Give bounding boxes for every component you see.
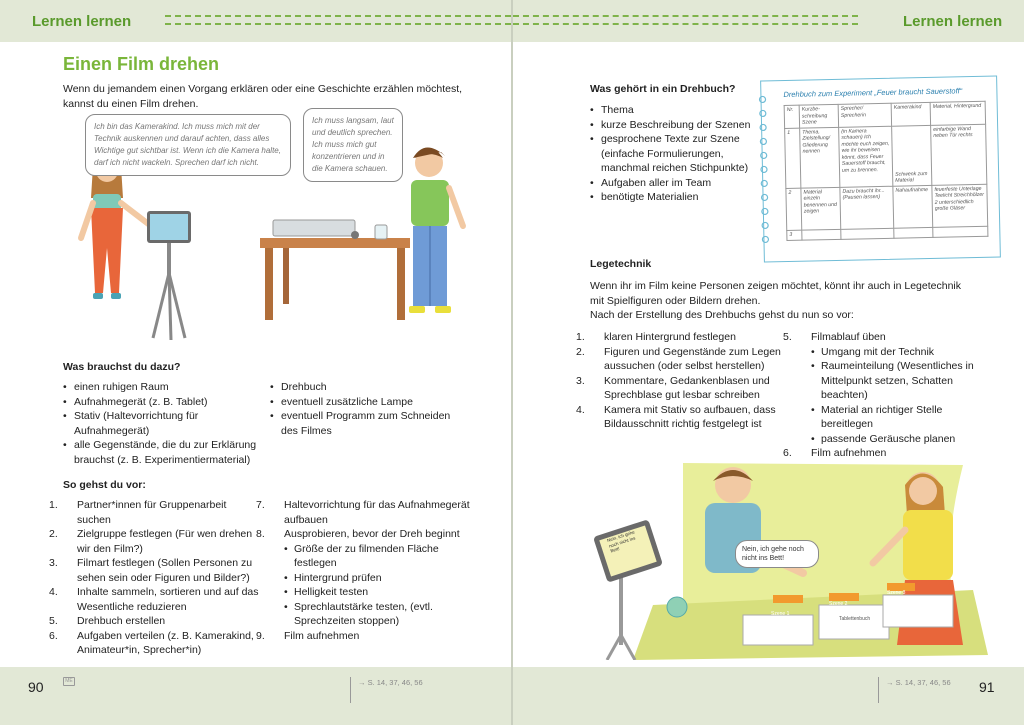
intro-line: Wenn du jemandem einen Vorgang erklären oder eine Geschichte erzählen möchtest, bbox=[63, 83, 463, 95]
ref-divider bbox=[878, 677, 879, 703]
tray bbox=[273, 220, 355, 236]
section-label: Lernen lernen bbox=[903, 13, 1003, 30]
script-sheet bbox=[760, 76, 1001, 263]
table-cell: Nr. bbox=[784, 105, 799, 128]
speech-bubble-boy: Nein, ich gehe noch nicht ins Bett! bbox=[735, 540, 819, 568]
intro-line: kannst du einen Film drehen. bbox=[63, 97, 199, 110]
girl-overalls bbox=[91, 208, 123, 293]
sub-item: • Umgang mit der Technik bbox=[811, 345, 997, 360]
list-item: 2. Zielgruppe festlegen (Für wen drehen wir den Film?) bbox=[49, 528, 253, 555]
sub-item: • Größe der zu filmenden Fläche festlegen bbox=[284, 542, 470, 571]
list-item: 1. klaren Hintergrund festlegen bbox=[576, 331, 736, 343]
decorative-dashes bbox=[165, 23, 511, 28]
table bbox=[260, 238, 410, 248]
script-table bbox=[784, 101, 989, 241]
script-heading: Was gehört in ein Drehbuch? bbox=[590, 83, 736, 95]
sub-item: • Helligkeit testen bbox=[284, 585, 470, 600]
table-cell: 1 bbox=[785, 128, 801, 188]
scene-label: Szene 1 bbox=[771, 611, 790, 617]
table-cell: Sprecher/ Sprecherin bbox=[838, 103, 891, 127]
list-item: 7. Haltevorrichtung für das Aufnahmegerät aufbauen bbox=[256, 499, 470, 526]
list-item: • Thema bbox=[590, 103, 760, 118]
table-cell: 2 bbox=[786, 188, 802, 230]
ref-divider bbox=[350, 677, 351, 703]
list-item: 1. Partner*innen für Gruppenarbeit suchen bbox=[49, 499, 227, 526]
script-list bbox=[590, 103, 760, 205]
list-item: • eventuell Programm zum Schneiden des Filmes bbox=[270, 409, 470, 438]
decorative-dashes bbox=[165, 15, 511, 20]
me-badge: ME bbox=[63, 677, 75, 686]
steps-list-2 bbox=[256, 498, 470, 643]
list-item: • einen ruhigen Raum bbox=[63, 380, 259, 395]
table-cell: Material einzeln benennen und zeigen bbox=[801, 187, 841, 230]
decorative-dashes bbox=[513, 15, 858, 20]
table-cell: Kamerakind bbox=[891, 102, 930, 125]
needs-list-2 bbox=[270, 380, 470, 438]
list-item: • Stativ (Haltevorrichtung für Aufnahmegerät) bbox=[63, 409, 259, 438]
ball bbox=[667, 597, 687, 617]
needs-list-1 bbox=[63, 380, 259, 467]
list-item: • eventuell zusätzliche Lampe bbox=[270, 395, 470, 410]
sub-item: • Hintergrund prüfen bbox=[284, 571, 470, 586]
decorative-dashes bbox=[513, 23, 858, 28]
steps-list-1 bbox=[49, 498, 263, 658]
list-item: 3. Kommentare, Gedankenblasen und Sprechblase gut lesbar schreiben bbox=[576, 374, 770, 401]
list-item: • benötigte Materialien bbox=[590, 190, 760, 205]
table-cell: 3 bbox=[787, 230, 802, 240]
sub-item: • passende Geräusche planen bbox=[811, 432, 997, 447]
intro-text bbox=[63, 82, 483, 111]
tablet-screen-text: Nein, ich gehe noch nicht ins Bett! bbox=[606, 529, 636, 554]
table-cell: Thema, Zielstellung/ Gliederung nennen bbox=[800, 127, 840, 188]
boy-shirt bbox=[411, 180, 449, 226]
list-item: 9. Film aufnehmen bbox=[256, 629, 360, 642]
table-cell bbox=[802, 229, 841, 240]
table-cell bbox=[933, 226, 988, 237]
list-item: • Aufgaben aller im Team bbox=[590, 176, 760, 191]
list-item: 8. Ausprobieren, bevor der Dreh beginnt bbox=[256, 528, 460, 540]
table-cell: Material, Hintergrund bbox=[930, 101, 985, 125]
table-row bbox=[786, 184, 988, 230]
speech-bubble-girl: Ich bin das Kamerakind. Ich muss mich mit der Technik auskennen und darauf achten, dass alles Wichtige gut sichtbar ist. Wenn ich die Kamera halte, darf ich nicht wackeln. Sprechen darf ich nicht. bbox=[85, 114, 291, 176]
list-item: 5. Filmablauf üben bbox=[783, 331, 886, 343]
lege-intro: Wenn ihr im Film keine Personen zeigen möchtet, könnt ihr auch in Legetechnik mit Spielfiguren oder Bildern drehen. Nach der Erstellung des Drehbuchs gehst du nun so vor: bbox=[590, 280, 962, 321]
section-label: Lernen lernen bbox=[32, 13, 132, 30]
list-item: 2. Figuren und Gegenstände zum Legen aussuchen (oder selbst herstellen) bbox=[576, 345, 781, 372]
table-cell: Schwenk zum Material bbox=[892, 125, 932, 186]
page-reference: → S. 14, 37, 46, 56 bbox=[886, 678, 951, 687]
sub-item: • Sprechlautstärke testen, (evtl. Sprechzeiten stoppen) bbox=[284, 600, 470, 629]
list-item: 4. Kamera mit Stativ so aufbauen, dass Bildausschnitt richtig festgelegt ist bbox=[576, 403, 776, 430]
page-title: Einen Film drehen bbox=[63, 54, 220, 74]
table-cell: Kurzbe-schreibung Szene bbox=[799, 104, 838, 127]
table-cell bbox=[894, 227, 933, 238]
bottom-band bbox=[0, 667, 511, 725]
box-label: Tablettenbuch bbox=[839, 616, 871, 622]
table-cell: einfarbige Wand neben Tür rechts bbox=[931, 124, 987, 185]
list-item: • kurze Beschreibung der Szenen bbox=[590, 118, 760, 133]
list-item: • Aufnahmegerät (z. B. Tablet) bbox=[63, 395, 259, 410]
scene-label: Szene 2 bbox=[829, 601, 848, 607]
spiral-rings bbox=[755, 93, 772, 253]
sub-item: • Material an richtiger Stelle bereitlegen bbox=[811, 403, 997, 432]
table-cell: (in Kamera schauen) Ich möchte euch zeigen, wie ihr beweisen könnt, dass Feuer Sauerstoff braucht, um zu brennen. bbox=[839, 126, 893, 187]
list-item: • gesprochene Texte zur Szene (einfache Formulierungen, manchmal reichen Stichpunkte) bbox=[590, 132, 760, 176]
lege-heading: Legetechnik bbox=[590, 258, 652, 270]
table-row bbox=[785, 124, 987, 188]
steps-heading: So gehst du vor: bbox=[63, 479, 146, 491]
page-number: 90 bbox=[28, 679, 44, 695]
list-item: 6. Film aufnehmen bbox=[783, 447, 887, 459]
table-cell: Nahaufnahme bbox=[893, 185, 933, 228]
table-cell: Dazu braucht ihr... (Pausen lassen) bbox=[840, 186, 894, 229]
list-item: 3. Filmart festlegen (Sollen Personen zu sehen sein oder Figuren und Bilder?) bbox=[49, 557, 253, 584]
list-item: 5. Drehbuch erstellen bbox=[49, 615, 166, 627]
table-cell: feuerfeste Unterlage Teelicht Streichhölzer 2 unterschiedlich große Gläser bbox=[932, 184, 988, 227]
page-number: 91 bbox=[979, 679, 995, 695]
girl-shirt bbox=[903, 510, 953, 580]
sheet-title: Drehbuch zum Experiment „Feuer braucht Sauerstoff“ bbox=[783, 86, 963, 100]
page-reference: → S. 14, 37, 46, 56 bbox=[358, 678, 423, 687]
bottom-band bbox=[513, 667, 1024, 725]
sub-item: • Raumeinteilung (Wesentliches in Mittelpunkt setzen, Schatten beachten) bbox=[811, 359, 997, 403]
list-item: • Drehbuch bbox=[270, 380, 470, 395]
table-cell bbox=[841, 228, 894, 239]
speech-bubble-boy: Ich muss langsam, laut und deutlich sprechen. Ich muss mich gut konzentrieren und in die Kamera schauen. bbox=[303, 108, 403, 182]
lege-steps-2 bbox=[783, 330, 997, 461]
list-item: 6. Aufgaben verteilen (z. B. Kamerakind, Animateur*in, Sprecher*in) bbox=[49, 629, 254, 656]
left-page bbox=[0, 0, 511, 725]
list-item: • alle Gegenstände, die du zur Erklärung brauchst (z. B. Experimentiermaterial) bbox=[63, 438, 259, 467]
scene-label: Szene 3 bbox=[887, 590, 906, 596]
list-item: 4. Inhalte sammeln, sortieren und auf das Wesentliche reduzieren bbox=[49, 586, 259, 613]
needs-heading: Was brauchst du dazu? bbox=[63, 361, 181, 373]
lege-steps-1 bbox=[576, 330, 786, 432]
